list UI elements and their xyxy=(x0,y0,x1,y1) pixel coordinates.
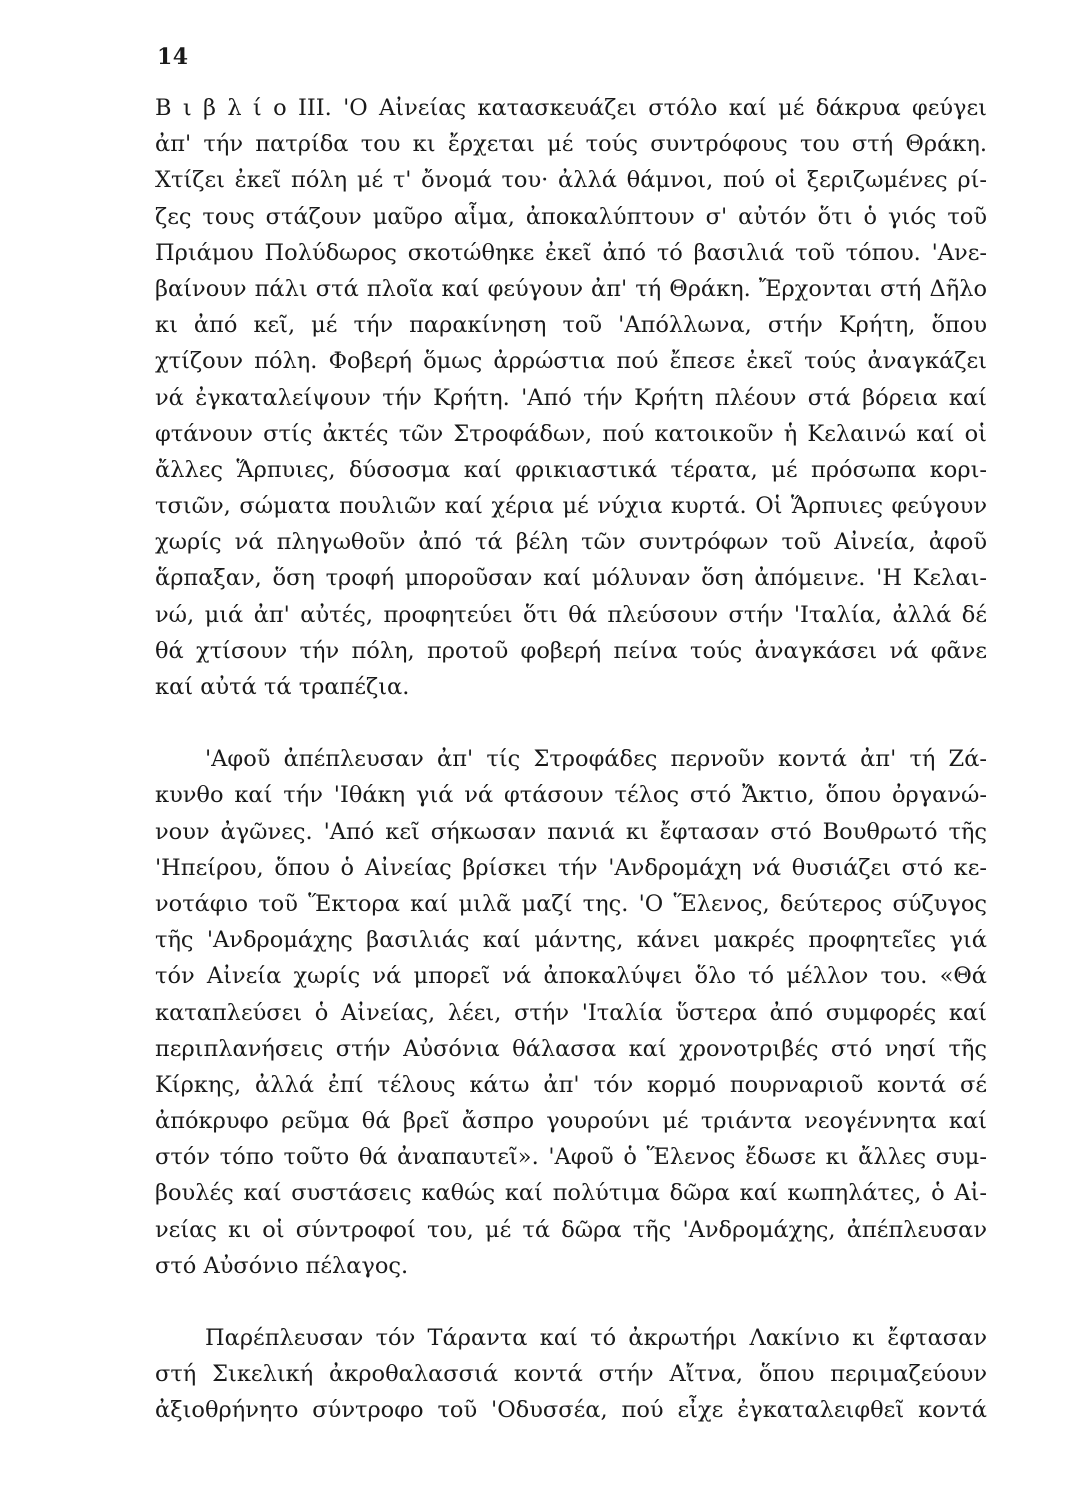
text-line: Παρέπλευσαν τόν Τάραντα καί τό ἀκρωτήρι Λακίνιο κι ἔφτασαν xyxy=(205,1325,987,1351)
text-line: στόν τόπο τοῦτο θά ἀναπαυτεῖ». 'Αφοῦ ὁ Ἕλενος ἔδωσε κι ἄλλες συμ- xyxy=(155,1144,987,1171)
text-line: B ι β λ ί ο III. 'Ο Αἰνείας κατασκευάζει στόλο καί μέ δάκρυα φεύγει xyxy=(155,95,987,121)
paragraph-gap xyxy=(155,1284,987,1320)
text-line: ἀπ' τήν πατρίδα του κι ἔρχεται μέ τούς συντρόφους του στή Θράκη. xyxy=(155,131,987,158)
text-line: βαίνουν πάλι στά πλοῖα καί φεύγουν ἀπ' τή Θράκη. Ἔρχονται στή Δῆλο xyxy=(155,275,987,302)
text-line: καταπλεύσει ὁ Αἰνείας, λέει, στήν 'Ιταλία ὕστερα ἀπό συμφορές καί xyxy=(155,999,987,1026)
page-number: 14 xyxy=(157,44,189,70)
text-line: νείας κι οἱ σύντροφοί του, μέ τά δῶρα τῆς 'Ανδρομάχης, ἀπέπλευσαν xyxy=(155,1216,987,1243)
paragraph-book-three-summary xyxy=(155,90,987,705)
text-line: τόν Αἰνεία χωρίς νά μπορεῖ νά ἀποκαλύψει ὅλο τό μέλλον του. «Θά xyxy=(155,963,987,990)
text-line: 'Αφοῦ ἀπέπλευσαν ἀπ' τίς Στροφάδες περνοῦν κοντά ἀπ' τή Ζά- xyxy=(205,746,987,773)
text-line: στή Σικελική ἀκροθαλασσιά κοντά στήν Αἴτνα, ὅπου περιμαζεύουν xyxy=(155,1361,987,1388)
text-line: τῆς 'Ανδρομάχης βασιλιάς καί μάντης, κάνει μακρές προφητεῖες γιά xyxy=(155,927,987,954)
text-line: νά ἐγκαταλείψουν τήν Κρήτη. 'Από τήν Κρήτη πλέουν στά βόρεια καί xyxy=(155,384,987,411)
text-line: ἄλλες Ἅρπυιες, δύσοσμα καί φρικιαστικά τέρατα, μέ πρόσωπα κορι- xyxy=(155,456,987,483)
text-line: Χτίζει ἐκεῖ πόλη μέ τ' ὄνομά του· ἀλλά θάμνοι, πού οἱ ξεριζωμένες ρί- xyxy=(155,167,987,194)
text-line: Κίρκης, ἀλλά ἐπί τέλους κάτω ἀπ' τόν κορμό πουρναριοῦ κοντά σέ xyxy=(155,1071,987,1098)
paragraph-helenus-prophecy xyxy=(155,741,987,1284)
text-line: περιπλανήσεις στήν Αὐσόνια θάλασσα καί χρονοτριβές στό νησί τῆς xyxy=(155,1035,987,1062)
text-line: νώ, μιά ἀπ' αὐτές, προφητεύει ὅτι θά πλεύσουν στήν 'Ιταλία, ἀλλά δέ xyxy=(155,601,987,628)
text-line: νουν ἀγῶνες. 'Από κεῖ σήκωσαν πανιά κι ἔφτασαν στό Βουθρωτό τῆς xyxy=(155,818,987,845)
paragraph-sicily-arrival xyxy=(155,1320,987,1429)
text-line: βουλές καί συστάσεις καθώς καί πολύτιμα δῶρα καί κωπηλάτες, ὁ Αἰ- xyxy=(155,1180,987,1207)
paragraph-gap xyxy=(155,705,987,741)
text-line: 'Ηπείρου, ὅπου ὁ Αἰνείας βρίσκει τήν 'Ανδρομάχη νά θυσιάζει στό κε- xyxy=(155,854,987,881)
text-line: ἀπόκρυφο ρεῦμα θά βρεῖ ἄσπρο γουρούνι μέ τριάντα νεογέννητα καί xyxy=(155,1108,987,1135)
text-line: χτίζουν πόλη. Φοβερή ὅμως ἀρρώστια πού ἔπεσε ἐκεῖ τούς ἀναγκάζει xyxy=(155,348,987,375)
body-text xyxy=(155,90,987,1429)
text-line: Πριάμου Πολύδωρος σκοτώθηκε ἐκεῖ ἀπό τό βασιλιά τοῦ τόπου. 'Ανε- xyxy=(155,239,987,266)
text-line: κυνθο καί τήν 'Ιθάκη γιά νά φτάσουν τέλος στό Ἄκτιο, ὅπου ὀργανώ- xyxy=(155,782,987,809)
text-line: ἀξιοθρήνητο σύντροφο τοῦ 'Οδυσσέα, πού εἶχε ἐγκαταλειφθεῖ κοντά xyxy=(155,1397,987,1424)
text-line: χωρίς νά πληγωθοῦν ἀπό τά βέλη τῶν συντρόφων τοῦ Αἰνεία, ἀφοῦ xyxy=(155,529,987,556)
text-line: νοτάφιο τοῦ Ἕκτορα καί μιλᾶ μαζί της. 'Ο Ἕλενος, δεύτερος σύζυγος xyxy=(155,890,987,917)
text-line: ἅρπαξαν, ὅση τροφή μποροῦσαν καί μόλυναν ὅση ἀπόμεινε. 'Η Κελαι- xyxy=(155,565,987,592)
text-line: θά χτίσουν τήν πόλη, προτοῦ φοβερή πείνα τούς ἀναγκάσει νά φᾶνε xyxy=(155,637,987,664)
text-line: κι ἀπό κεῖ, μέ τήν παρακίνηση τοῦ 'Απόλλωνα, στήν Κρήτη, ὅπου xyxy=(155,312,987,339)
text-line: φτάνουν στίς ἀκτές τῶν Στροφάδων, πού κατοικοῦν ἡ Κελαινώ καί οἱ xyxy=(155,420,987,447)
text-line: ζες τους στάζουν μαῦρο αἷμα, ἀποκαλύπτουν σ' αὐτόν ὅτι ὁ γιός τοῦ xyxy=(155,203,987,230)
text-line: στό Αὐσόνιο πέλαγος. xyxy=(155,1252,409,1279)
text-line: καί αὐτά τά τραπέζια. xyxy=(155,674,410,700)
text-line: τσιῶν, σώματα πουλιῶν καί χέρια μέ νύχια κυρτά. Οἱ Ἅρπυιες φεύγουν xyxy=(155,493,987,520)
